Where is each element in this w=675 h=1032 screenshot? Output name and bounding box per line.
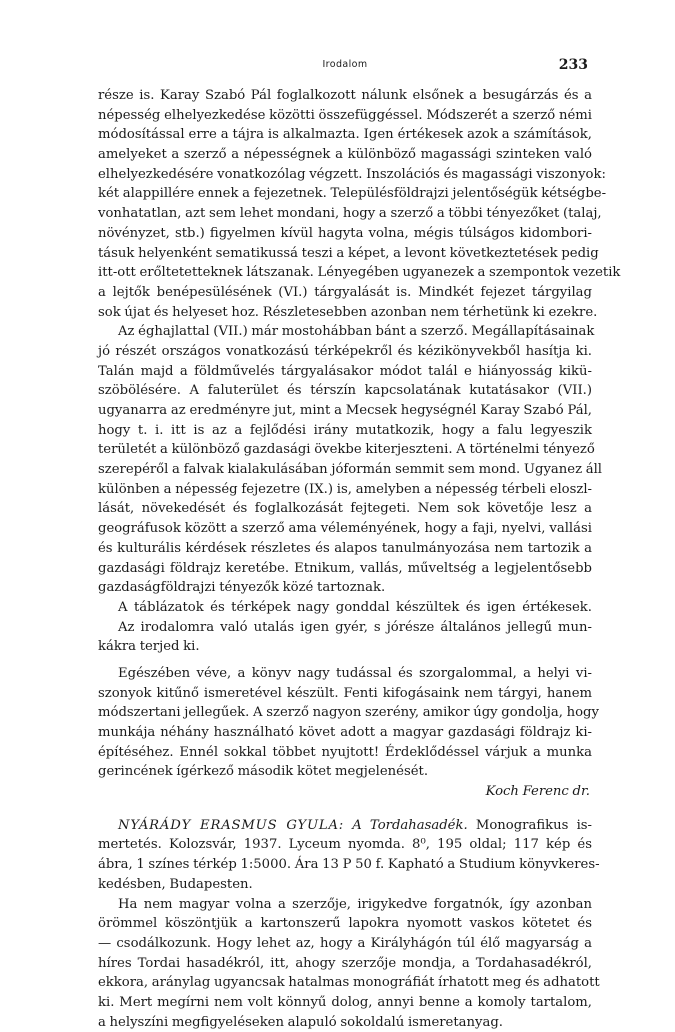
text-line: módosítással erre a tájra is alkalmazta. Igen értékesek azok a számítások,	[98, 127, 592, 143]
text-line: ábra, 1 színes térkép 1:5000. Ára 13 P 50 f. Kapható a Studium könyvkeres-	[98, 857, 600, 873]
text-line: gazdasági földrajz keretébe. Etnikum, vallás, műveltség a legjelentősebb	[98, 560, 592, 576]
text-line: — csodálkozunk. Hogy lehet az, hogy a Királyhágón túl élő magyarság a	[98, 935, 592, 951]
text-line: vonhatatlan, azt sem lehet mondani, hogy a szerző a többi tényezőket (talaj,	[98, 206, 602, 222]
text-line: különben a népesség fejezetre (IX.) is, amelyben a népesség térbeli eloszl-	[98, 481, 592, 497]
text-line: szöbölésére. A faluterület és térszín kapcsolatának kutatásakor (VII.)	[98, 383, 592, 399]
text-line: gazdaságföldrajzi tényezők közé tartoznak.	[98, 580, 386, 596]
text-line: elhelyezkedésére vonatkozólag végzett. Inszolációs és magassági viszonyok:	[98, 166, 606, 182]
book-author: NYÁRÁDY ERASMUS GYULA:	[118, 817, 345, 833]
text-line: lását, növekedését és foglalkozását fejtegeti. Nem sok követője lesz a	[98, 501, 592, 517]
bibliographic-entry	[98, 816, 592, 836]
text-line: híres Tordai hasadékról, itt, ahogy szerzője mondja, a Tordahasadékról,	[98, 955, 592, 971]
text-line: kedésben, Budapesten.	[98, 876, 253, 892]
paragraph-start: Egészében véve, a könyv nagy tudással és szorgalommal, a helyi vi-	[118, 665, 592, 681]
section-title: Irodalom	[322, 59, 368, 70]
text-line: szonyok kitűnő ismeretével készült. Fenti kifogásaink nem tárgyi, hanem	[98, 685, 592, 701]
paragraph-start: A táblázatok és térképek nagy gonddal készültek és igen értékesek.	[118, 599, 592, 615]
text-line: Talán majd a földművelés tárgyalásakor módot talál e hiányosság kikü-	[98, 363, 592, 379]
page-number: 233	[558, 57, 588, 73]
text-line: kákra terjed ki.	[98, 639, 200, 655]
paragraph-start: Az irodalomra való utalás igen gyér, s jórésze általános jellegű mun-	[118, 619, 592, 635]
text-line: tásuk helyenként sematikussá teszi a képet, a levont következtetések pedig	[98, 245, 599, 261]
text-line: ekkora, aránylag ugyancsak hatalmas monográfiát írhatott meg és adhatott	[98, 975, 600, 991]
paragraph-start: Ha nem magyar volna a szerzője, irigykedve forgatnók, így azonban	[118, 896, 592, 912]
text-line: két alappillére ennek a fejezetnek. Településföldrajzi jelentőségük kétségbe-	[98, 186, 607, 202]
reviewer-signature: Koch Ferenc dr.	[485, 784, 590, 800]
text-line: mertetés. Kolozsvár, 1937. Lyceum nyomda. 8⁰, 195 oldal; 117 kép és	[98, 837, 592, 853]
text-line: a helyszíni megfigyeléseken alapuló sokoldalú ismeretanyag.	[98, 1014, 503, 1030]
text-line: örömmel köszöntjük a kartonszerű lapokra nyomott vaskos kötetet és	[98, 916, 592, 932]
text-line: ugyanarra az eredményre jut, mint a Mecsek hegységnél Karay Szabó Pál,	[98, 403, 592, 418]
text-line: népesség elhelyezkedése közötti összefüggéssel. Módszerét a szerző némi	[98, 107, 592, 123]
paragraph-gap	[98, 657, 592, 664]
text-line: gerincének ígérkező második kötet megjelenését.	[98, 764, 429, 780]
paragraph-start: Az éghajlattal (VII.) már mostohábban bánt a szerző. Megállapításainak	[118, 324, 595, 340]
text-line: része is. Karay Szabó Pál foglalkozott nálunk elsőnek a besugárzás és a	[98, 88, 592, 103]
book-description: Monografikus is-	[475, 817, 593, 833]
text-line: itt-ott erőltetetteknek látszanak. Lényegében ugyanezek a szempontok vezetik	[98, 265, 621, 281]
text-line: a lejtők benépesülésének (VI.) tárgyalását is. Mindkét fejezet tárgyilag	[98, 284, 592, 300]
text-line: munkája néhány használható követ adott a magyar gazdasági földrajz ki-	[98, 725, 592, 740]
section-gap	[98, 802, 592, 816]
text-line: sok újat és helyeset hoz. Részletesebben azonban nem térhetünk ki ezekre.	[98, 304, 598, 320]
text-line: ki. Mert megírni nem volt könnyű dolog, annyi benne a komoly tartalom,	[98, 994, 592, 1010]
text-line: építéséhez. Ennél sokkal többet nyujtott! Érdeklődéssel várjuk a munka	[98, 744, 592, 760]
text-line: növényzet, stb.) figyelmen kívül hagyta volna, mégis túlságos kidombori-	[98, 225, 592, 241]
text-line: amelyeket a szerző a népességnek a különböző magassági szinteken való	[98, 147, 592, 163]
text-line: módszertani jellegűek. A szerző nagyon szerény, amikor úgy gondolja, hogy	[98, 705, 599, 721]
text-line: és kulturális kérdések részletes és alapos tanulmányozása nem tartozik a	[98, 540, 592, 556]
text-line: hogy t. i. itt is az a fejlődési irány mutatkozik, hogy a falu legyeszik	[98, 422, 592, 438]
body-text	[98, 86, 621, 1032]
text-line: területét a különböző gazdasági övekbe kiterjeszteni. A történelmi tényező	[98, 442, 595, 458]
text-line: jó részét országos vonatkozású térképekről és kézikönyvekből hasítja ki.	[98, 343, 592, 359]
book-title: A Tordahasadék.	[352, 817, 468, 833]
text-line: szerepéről a falvak kialakulásában jóformán semmit sem mond. Ugyanez áll	[98, 462, 603, 478]
running-head	[100, 57, 590, 73]
text-line: geográfusok között a szerző ama véleményének, hogy a faji, nyelvi, vallási	[98, 521, 592, 537]
